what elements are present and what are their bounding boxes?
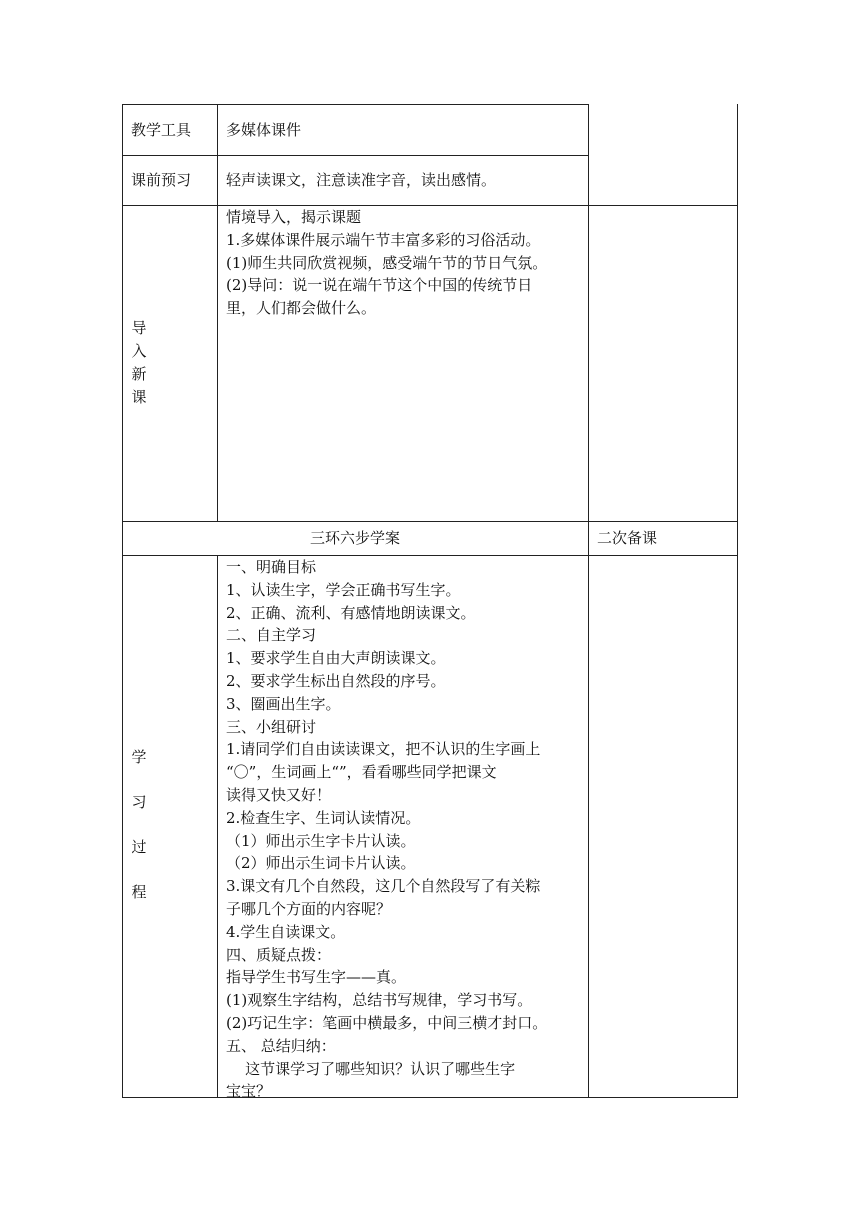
border-label-col: [217, 104, 218, 522]
intro-label-char: 入: [131, 342, 147, 360]
process-line: 宝宝？: [226, 1082, 272, 1101]
border-top: [122, 104, 588, 105]
process-line: 指导学生书写生字——真。: [226, 968, 407, 987]
process-label-char: 学: [131, 748, 147, 766]
process-line: 1、要求学生自由大声朗读课文。: [226, 649, 446, 668]
intro-line: 1.多媒体课件展示端午节丰富多彩的习俗活动。: [226, 230, 541, 249]
second-prep-header: 二次备课: [597, 529, 658, 547]
preview-label: 课前预习: [131, 171, 192, 189]
process-line: （1）师出示生字卡片认读。: [226, 831, 416, 850]
preview-value: 轻声读课文，注意读准字音，读出感情。: [226, 171, 497, 189]
border-right: [737, 104, 738, 1098]
intro-label-char: 课: [131, 388, 147, 406]
intro-label: [124, 317, 154, 409]
intro-line: 里，人们都会做什么。: [226, 299, 377, 318]
intro-label-char: 新: [131, 365, 147, 383]
intro-label-char: 导: [131, 319, 147, 337]
tools-label: 教学工具: [131, 120, 192, 139]
process-line: 读得又快又好！: [226, 785, 332, 804]
border-main-col: [588, 104, 589, 1098]
process-line: 2、正确、流利、有感情地朗读课文。: [226, 603, 476, 622]
process-label-char: 过: [131, 838, 147, 856]
intro-line: (2)导问：说一说在端午节这个中国的传统节日: [226, 276, 533, 295]
process-label: [124, 746, 154, 903]
tools-value: 多媒体课件: [226, 120, 302, 139]
process-line: 二、自主学习: [226, 626, 317, 645]
process-line: 1.请同学们自由读读课文，把不认识的生字画上: [226, 740, 541, 759]
process-line: 2、要求学生标出自然段的序号。: [226, 671, 446, 690]
process-label-char: 程: [131, 883, 147, 901]
process-line: 一、明确目标: [226, 558, 317, 576]
process-line: 三、小组研讨: [226, 717, 317, 736]
process-line: 子哪几个方面的内容呢？: [226, 899, 392, 918]
process-line: 1、认读生字，学会正确书写生字。: [226, 580, 461, 599]
process-line: （2）师出示生词卡片认读。: [226, 854, 416, 873]
process-line: 四、质疑点拨：: [226, 945, 332, 964]
process-line: (2)巧记生字：笔画中横最多，中间三横才封口。: [226, 1013, 548, 1032]
border-left: [122, 104, 123, 1098]
process-label-char: 习: [131, 793, 147, 811]
plan-header: 三环六步学案: [309, 529, 400, 547]
process-line: (1)观察生字结构，总结书写规律，学习书写。: [226, 991, 533, 1010]
intro-content: [226, 206, 547, 320]
process-line: 这节课学习了哪些知识？认识了哪些生字: [226, 1059, 516, 1078]
process-line: 五、 总结归纳：: [226, 1036, 336, 1055]
border-label-col-lower: [217, 555, 218, 1098]
intro-line: (1)师生共同欣赏视频，感受端午节的节日气氛。: [226, 253, 548, 272]
process-line: 4.学生自读课文。: [226, 922, 346, 941]
process-line: “〇”，生词画上“”，看看哪些同学把课文: [226, 763, 497, 782]
process-content: [226, 556, 547, 1103]
process-line: 3、圈画出生字。: [226, 694, 341, 713]
process-line: 3.课文有几个自然段，这几个自然段写了有关粽: [226, 877, 541, 896]
intro-line: 情境导入，揭示课题: [226, 208, 362, 226]
process-line: 2.检查生字、生词认读情况。: [226, 808, 421, 827]
